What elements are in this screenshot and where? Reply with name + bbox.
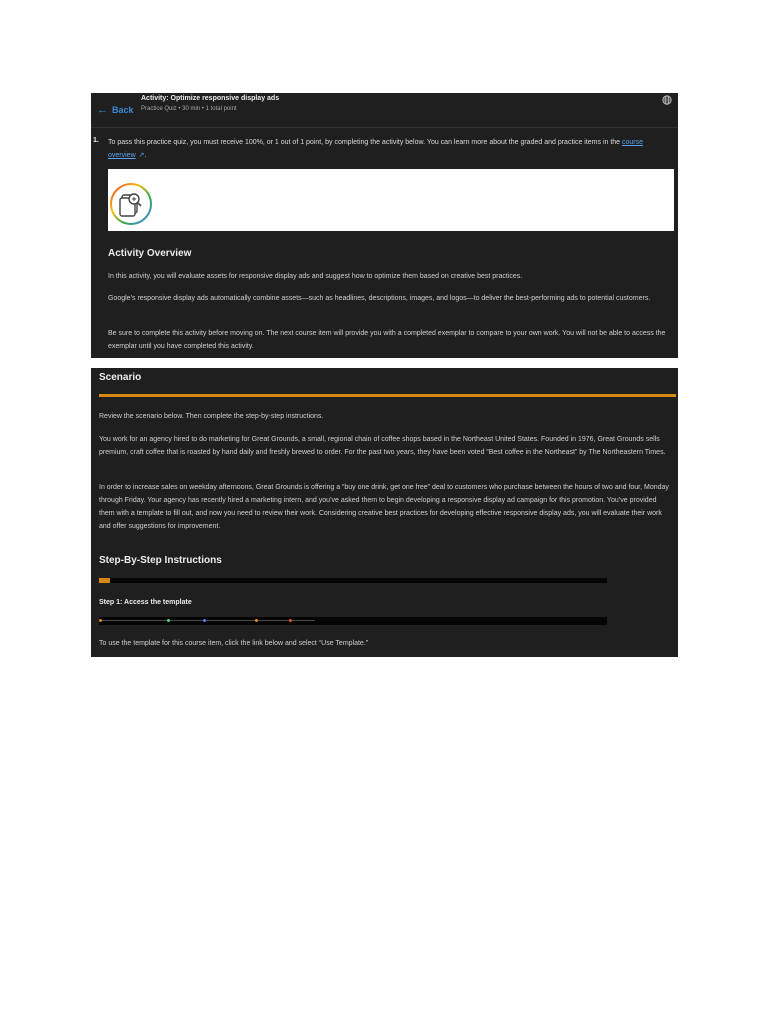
step-track — [99, 617, 607, 625]
overview-paragraph: Be sure to complete this activity before moving on. The next course item will provide you with a completed exemplar to compare to your own work. You will not be able to access the exemplar until you have completed this activity. — [108, 330, 666, 350]
external-link-icon[interactable]: ↗ — [138, 152, 145, 159]
back-label: Back — [112, 105, 134, 115]
step-1-text: To use the template for this course item, click the link below and select “Use Template.” — [99, 640, 369, 647]
track-dot — [255, 619, 258, 622]
question-text: To pass this practice quiz, you must receive 100%, or 1 out of 1 point, by completing the activity below. You can learn more about the graded and practice items in the course overview ↗. — [108, 139, 644, 159]
back-button[interactable] — [97, 104, 134, 116]
track-dot — [289, 619, 292, 622]
section-divider — [99, 394, 676, 397]
scenario-heading: Scenario — [99, 372, 142, 383]
arrow-left-icon: ← — [97, 104, 108, 116]
track-line — [99, 620, 315, 621]
activity-overview-heading: Activity Overview — [108, 248, 192, 259]
scenario-paragraph: In order to increase sales on weekday afternoons, Great Grounds is offering a “buy one drink, get one free” deal to customers who purchase between the hours of two and four, Monday through Friday. Your agency has recently hired a marketing intern, and you’ve asked them to begin developing a responsive display ad campaign for this promotion. You’ve provided them with a template to fill out, and now you need to review their work. Considering creative best practices for developing effective responsive display ads, you will evaluate their work and offer suggestions for improvement. — [99, 484, 669, 530]
quiz-meta: Practice Quiz • 30 min • 1 total point — [141, 106, 237, 112]
step-1-heading: Step 1: Access the template — [99, 599, 192, 606]
track-dot — [203, 619, 206, 622]
header-divider — [91, 127, 678, 128]
scenario-panel — [91, 368, 678, 657]
overview-paragraph: Google’s responsive display ads automatically combine assets—such as headlines, descriptions, images, and logos—to deliver the best-performing ads to potential customers. — [108, 295, 651, 302]
scenario-paragraph: You work for an agency hired to do marketing for Great Grounds, a small, regional chain of coffee shops based in the Northeast United States. Founded in 1976, Great Grounds sells premium, craft coffee that is roasted by hand daily and freshly brewed to order. For the past two years, they have been voted “Best coffee in the Northeast” by The Northeastern Times. — [99, 436, 666, 456]
activity-banner — [108, 169, 674, 231]
track-dot — [167, 619, 170, 622]
page-title: Activity: Optimize responsive display ads — [141, 95, 280, 102]
course-overview-link[interactable]: course overview — [108, 139, 644, 159]
magnifier-document-icon — [109, 182, 153, 226]
scenario-paragraph: Review the scenario below. Then complete the step-by-step instructions. — [99, 413, 324, 420]
overview-paragraph: In this activity, you will evaluate assets for responsive display ads and suggest how to optimize them based on creative best practices. — [108, 273, 523, 280]
progress-fill — [99, 578, 110, 583]
steps-progress-bar — [99, 578, 607, 583]
question-number: 1. — [93, 137, 99, 144]
step-by-step-heading: Step-By-Step Instructions — [99, 555, 222, 566]
track-dot — [99, 619, 102, 622]
activity-panel — [91, 93, 678, 358]
globe-icon[interactable] — [662, 95, 672, 105]
